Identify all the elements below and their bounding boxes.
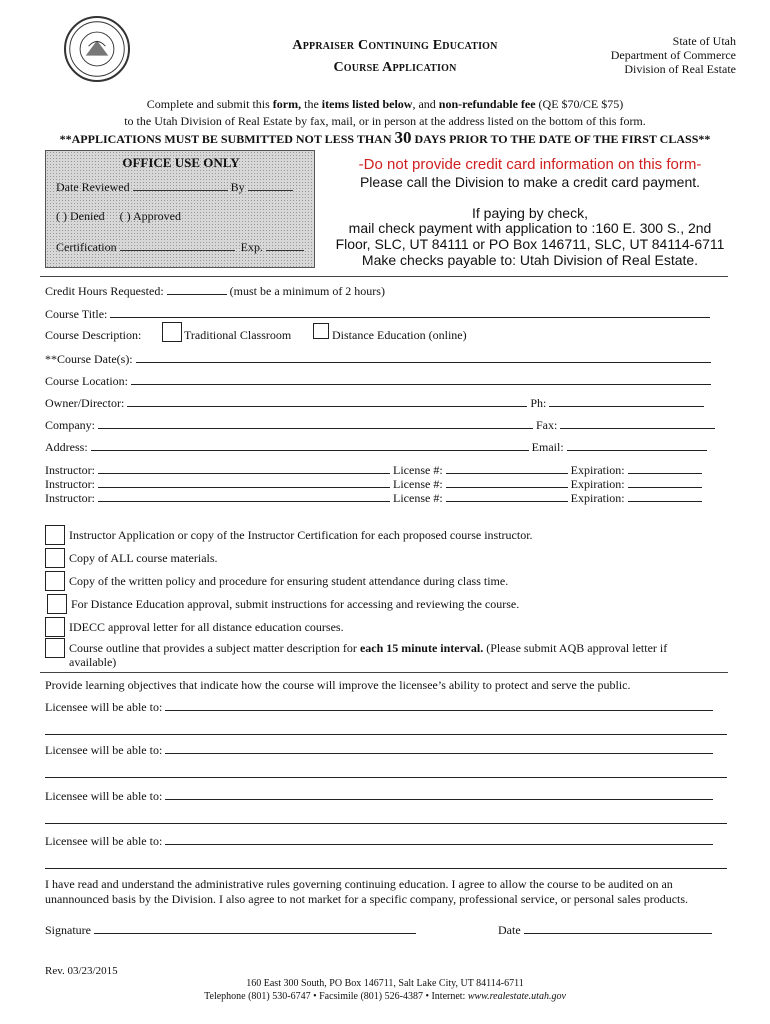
credit-card-warning: -Do not provide credit card information on this form- [358, 156, 702, 173]
instructor-row-1: Instructor: License #: Expiration: [45, 462, 702, 478]
requirement-6-line-2: available) [69, 655, 117, 669]
certification-exp-field[interactable] [266, 239, 304, 251]
check-line-2: mail check payment with application to :160 E. 300 S., 2nd [348, 220, 712, 236]
expiration-input[interactable] [628, 476, 702, 488]
objective-row-4: Licensee will be able to: [45, 833, 713, 849]
office-use-box [45, 150, 315, 268]
credit-card-instructions: Please call the Division to make a credit card payment. [359, 174, 701, 190]
requirement-5: IDECC approval letter for all distance education courses. [69, 620, 344, 634]
website-link[interactable]: www.realestate.utah.gov [467, 991, 566, 1002]
expiration-input[interactable] [628, 490, 702, 502]
revision-date: Rev. 03/23/2015 [45, 965, 118, 977]
requirement-1: Instructor Application or copy of the Instructor Certification for each proposed course instructor. [69, 528, 533, 542]
page-subtitle: Course Application [333, 60, 457, 75]
address-row: Address: Email: [45, 439, 707, 455]
objective-input[interactable] [165, 699, 713, 711]
expiration-input[interactable] [628, 462, 702, 474]
instructor-input[interactable] [98, 490, 390, 502]
requirement-3: Copy of the written policy and procedure for ensuring student attendance during class time. [69, 574, 509, 588]
objective-input[interactable] [165, 833, 713, 845]
instructor-input[interactable] [98, 476, 390, 488]
objective-input[interactable] [45, 857, 727, 869]
address-input[interactable] [91, 439, 529, 451]
decision-row [56, 209, 181, 224]
certification-row: Certification Exp. [56, 239, 304, 255]
objective-input[interactable] [45, 723, 727, 735]
fax-input[interactable] [560, 417, 715, 429]
course-dates-row: **Course Date(s): [45, 351, 711, 367]
requirement-checkbox-6[interactable] [45, 638, 65, 658]
objective-row-3: Licensee will be able to: [45, 788, 713, 804]
credit-hours-input[interactable] [167, 283, 227, 295]
agency-state: State of Utah [672, 34, 736, 48]
course-location-input[interactable] [131, 373, 711, 385]
credit-hours-row: Credit Hours Requested: (must be a minimum of 2 hours) [45, 284, 385, 298]
traditional-classroom-label: Traditional Classroom [184, 328, 292, 342]
company-input[interactable] [98, 417, 533, 429]
denied-option[interactable]: ( ) Denied [56, 209, 105, 223]
license-input[interactable] [446, 490, 568, 502]
date-reviewed-field[interactable] [133, 179, 228, 191]
license-input[interactable] [446, 476, 568, 488]
state-seal [64, 16, 130, 82]
requirement-checkbox-1[interactable] [45, 525, 65, 545]
signature-row: Signature [45, 922, 416, 938]
reviewed-by-field[interactable] [248, 179, 293, 191]
signature-input[interactable] [94, 922, 416, 934]
objective-row-1: Licensee will be able to: [45, 699, 713, 715]
objective-continuation [45, 812, 727, 828]
instructor-input[interactable] [98, 462, 390, 474]
check-line-4: Make checks payable to: Utah Division of Real Estate. [361, 252, 699, 268]
owner-input[interactable] [127, 395, 527, 407]
objective-input[interactable] [45, 766, 727, 778]
owner-row: Owner/Director: Ph: [45, 395, 704, 411]
objective-input[interactable] [165, 742, 713, 754]
date-reviewed-row: Date Reviewed By [56, 179, 293, 195]
approved-option[interactable]: ( ) Approved [119, 209, 181, 223]
company-row: Company: Fax: [45, 417, 715, 433]
check-line-1: If paying by check, [472, 205, 588, 221]
objective-input[interactable] [45, 812, 727, 824]
email-input[interactable] [567, 439, 707, 451]
agency-department: Department of Commerce [610, 48, 736, 62]
course-description-label: Course Description: [45, 328, 142, 342]
distance-education-label: Distance Education (online) [332, 328, 467, 342]
requirement-checkbox-4[interactable] [47, 594, 67, 614]
course-title-row: Course Title: [45, 306, 710, 322]
agency-division: Division of Real Estate [624, 62, 736, 76]
phone-input[interactable] [549, 395, 704, 407]
date-row: Date [498, 922, 712, 938]
intro-line-1: Complete and submit this form, the items listed below, and non-refundable fee (QE $70/CE $75) [146, 97, 624, 111]
requirement-checkbox-5[interactable] [45, 617, 65, 637]
requirement-4: For Distance Education approval, submit instructions for accessing and reviewing the course. [71, 597, 520, 611]
check-line-3: Floor, SLC, UT 84111 or PO Box 146711, SLC, UT 84114-6711 [335, 236, 725, 252]
agreement-line-1: I have read and understand the administrative rules governing continuing education. I agree to allow the course to be audited on an [45, 877, 673, 891]
objective-continuation [45, 857, 727, 873]
course-location-row: Course Location: [45, 373, 711, 389]
distance-education-checkbox[interactable] [313, 323, 329, 339]
instructor-row-2: Instructor: License #: Expiration: [45, 476, 702, 492]
intro-line-2: to the Utah Division of Real Estate by fax, mail, or in person at the address listed on the bottom of this form. [124, 114, 646, 128]
date-input[interactable] [524, 922, 712, 934]
traditional-classroom-checkbox[interactable] [162, 322, 182, 342]
requirement-6-line-1: Course outline that provides a subject matter description for each 15 minute interval. (Please submit AQB approval letter if [69, 641, 668, 655]
objective-row-2: Licensee will be able to: [45, 742, 713, 758]
license-input[interactable] [446, 462, 568, 474]
submission-warning: **APPLICATIONS MUST BE SUBMITTED NOT LESS THAN 30 DAYS PRIOR TO THE DATE OF THE FIRST CLASS** [59, 128, 711, 147]
requirement-checkbox-2[interactable] [45, 548, 65, 568]
page-title: Appraiser Continuing Education [292, 38, 498, 53]
certification-field[interactable] [120, 239, 235, 251]
objective-continuation [45, 766, 727, 782]
course-dates-input[interactable] [136, 351, 711, 363]
objective-continuation [45, 723, 727, 739]
footer-contact: Telephone (801) 530-6747 • Facsimile (801) 526-4387 • Internet: www.realestate.utah.gov [204, 991, 566, 1002]
instructor-row-3: Instructor: License #: Expiration: [45, 490, 702, 506]
divider [40, 276, 728, 277]
course-title-input[interactable] [110, 306, 710, 318]
office-title: OFFICE USE ONLY [122, 155, 240, 170]
footer-address: 160 East 300 South, PO Box 146711, Salt Lake City, UT 84114-6711 [246, 978, 524, 989]
agreement-line-2: unannounced basis by the Division. I also agree to not market for a specific company, professional service, or personal sales products. [45, 892, 689, 906]
requirement-checkbox-3[interactable] [45, 571, 65, 591]
objective-input[interactable] [165, 788, 713, 800]
requirement-2: Copy of ALL course materials. [69, 551, 218, 565]
divider [40, 672, 728, 673]
objectives-intro: Provide learning objectives that indicate how the course will improve the licensee’s ability to protect and serve the public. [45, 678, 631, 692]
